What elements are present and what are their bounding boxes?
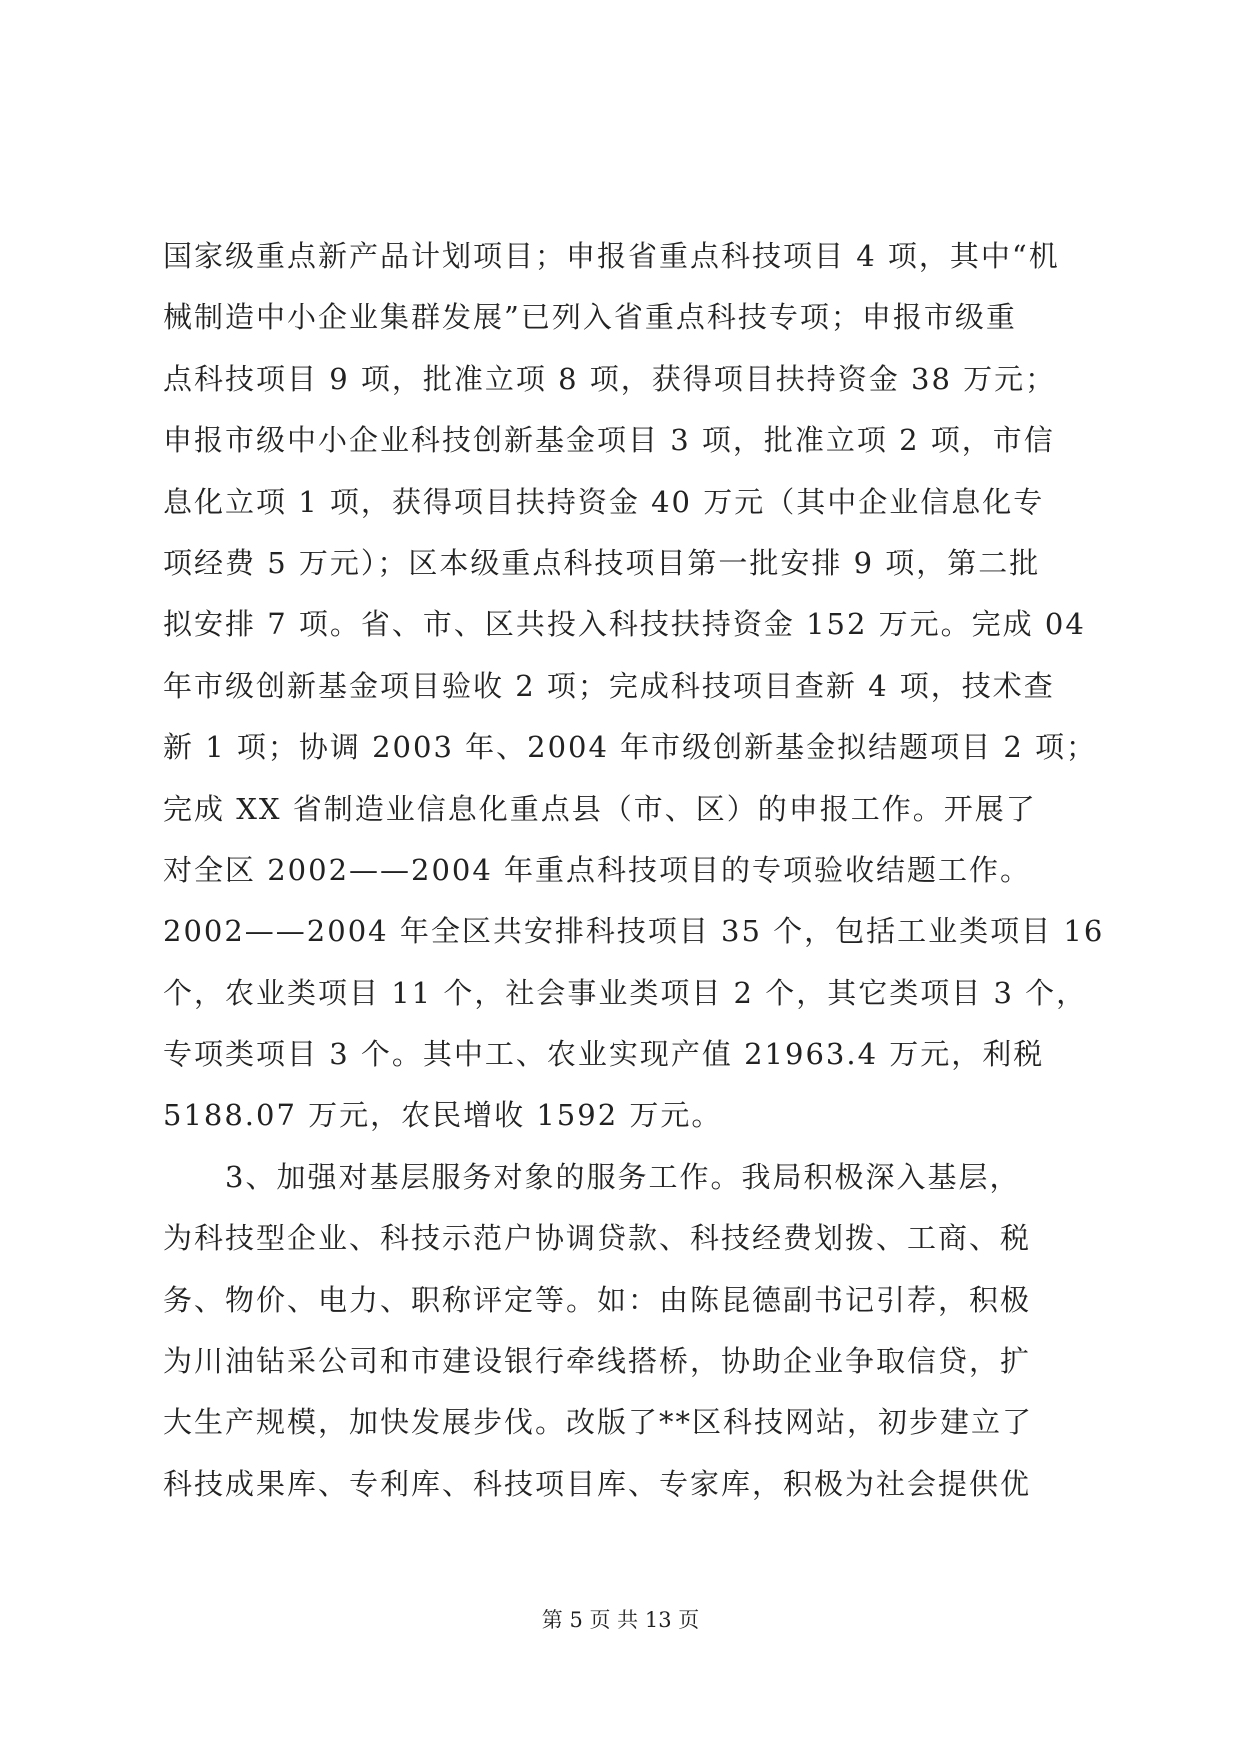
text-line: 科技成果库、专利库、科技项目库、专家库，积极为社会提供优	[163, 1466, 1032, 1501]
text-line: 新 1 项；协调 2003 年、2004 年市级创新基金拟结题项目 2 项；	[163, 730, 1098, 765]
text-line: 个，农业类项目 11 个，社会事业类项目 2 个，其它类项目 3 个，	[163, 975, 1088, 1010]
text-line: 大生产规模，加快发展步伐。改版了**区科技网站，初步建立了	[163, 1405, 1034, 1440]
page-number-footer: 第 5 页 共 13 页	[541, 1608, 700, 1632]
text-line: 项经费 5 万元）；区本级重点科技项目第一批安排 9 项，第二批	[163, 545, 1041, 580]
text-line: 申报市级中小企业科技创新基金项目 3 项，批准立项 2 项，市信	[163, 423, 1055, 458]
document-body	[163, 226, 1105, 1515]
text-line: 械制造中小企业集群发展”已列入省重点科技专项；申报市级重	[163, 300, 1017, 335]
text-line: 务、物价、电力、职称评定等。如：由陈昆德副书记引荐，积极	[163, 1282, 1032, 1317]
text-line: 为科技型企业、科技示范户协调贷款、科技经费划拨、工商、税	[163, 1221, 1032, 1256]
paragraph-start-line: 3、加强对基层服务对象的服务工作。我局积极深入基层，	[163, 1159, 1021, 1194]
text-line: 点科技项目 9 项，批准立项 8 项，获得项目扶持资金 38 万元；	[163, 361, 1057, 396]
text-line: 为川油钻采公司和市建设银行牵线搭桥，协助企业争取信贷，扩	[163, 1344, 1032, 1379]
text-line: 5188.07 万元，农民增收 1592 万元。	[163, 1098, 723, 1133]
text-line: 专项类项目 3 个。其中工、农业实现产值 21963.4 万元，利税	[163, 1037, 1045, 1072]
text-line: 息化立项 1 项，获得项目扶持资金 40 万元（其中企业信息化专	[163, 484, 1045, 519]
text-line: 完成 XX 省制造业信息化重点县（市、区）的申报工作。开展了	[163, 791, 1037, 826]
text-line: 2002——2004 年全区共安排科技项目 35 个，包括工业类项目 16	[163, 914, 1105, 949]
text-line: 国家级重点新产品计划项目；申报省重点科技项目 4 项，其中“机	[163, 239, 1060, 273]
text-line: 拟安排 7 项。省、市、区共投入科技扶持资金 152 万元。完成 04	[163, 607, 1086, 642]
text-line: 年市级创新基金项目验收 2 项；完成科技项目查新 4 项，技术查	[163, 668, 1055, 703]
text-line: 对全区 2002——2004 年重点科技项目的专项验收结题工作。	[163, 852, 1032, 887]
